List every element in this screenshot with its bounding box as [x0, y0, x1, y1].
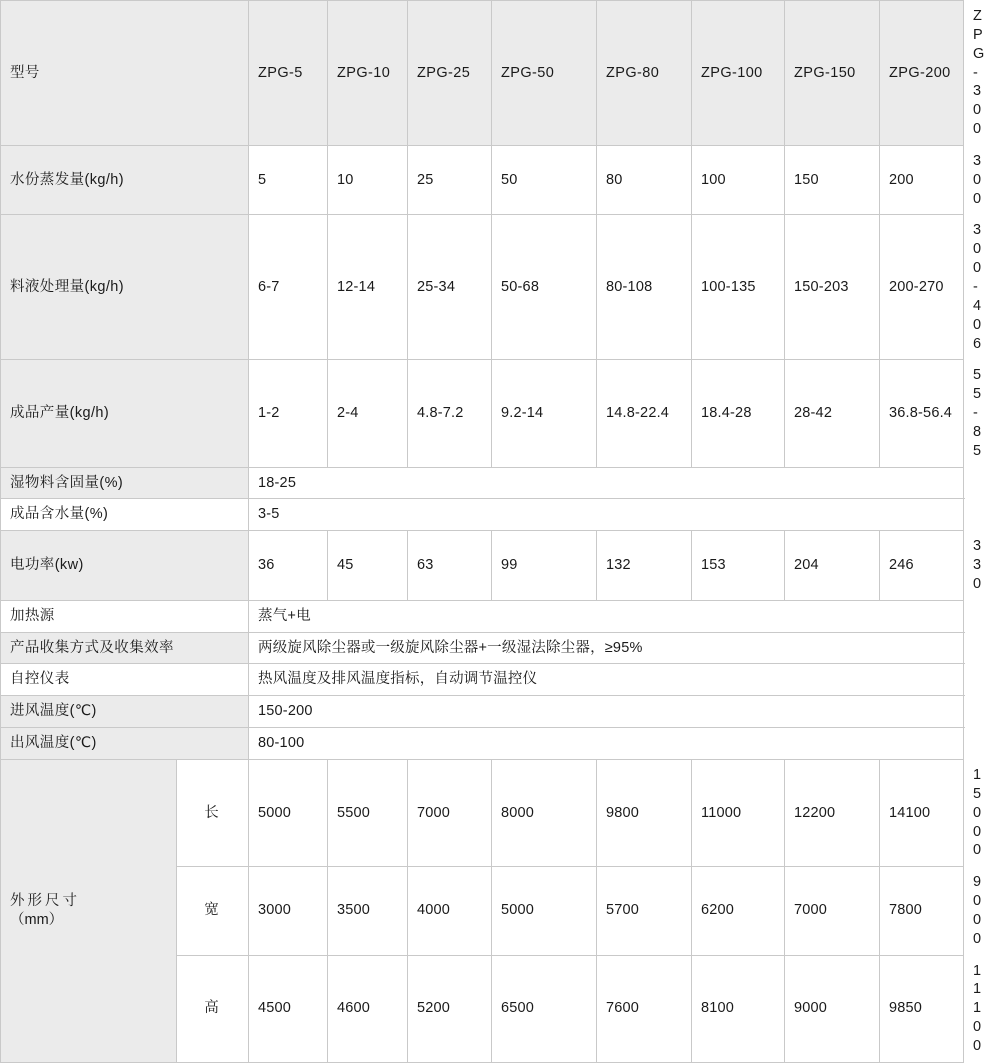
data-cell: 9800 — [597, 760, 692, 867]
table-row — [1, 600, 964, 632]
table-row — [1, 632, 964, 664]
table-row: 电功率(kw) 36 45 63 99 132 153 204 246 330 — [1, 531, 964, 601]
data-cell: 100 — [692, 145, 785, 215]
data-cell: 63 — [408, 531, 492, 601]
data-cell: 9.2-14 — [492, 360, 597, 467]
model-header-cell: ZPG-10 — [328, 1, 408, 146]
data-cell: 28-42 — [785, 360, 880, 467]
row-header-label: 自控仪表 — [1, 664, 249, 696]
row-span-value: 80-100 — [249, 728, 964, 760]
model-header-cell: ZPG-50 — [492, 1, 597, 146]
model-header-cell: ZPG-150 — [785, 1, 880, 146]
model-header-cell: ZPG-100 — [692, 1, 785, 146]
dimension-sub-label: 长 — [177, 760, 249, 867]
data-cell: 14.8-22.4 — [597, 360, 692, 467]
model-header-cell: ZPG-200 — [880, 1, 964, 146]
table-row: 型号 ZPG-5 ZPG-10 ZPG-25 ZPG-50 ZPG-80 ZPG-100 ZPG-150 ZPG-200 ZPG-300 — [1, 1, 964, 146]
data-cell: 5000 — [249, 760, 328, 867]
data-cell: 36.8-56.4 — [880, 360, 964, 467]
data-cell: 7000 — [408, 760, 492, 867]
dimensions-unit-text: （mm） — [10, 911, 64, 928]
table-row: 外形尺寸 （mm） 长 5000 5500 7000 8000 9800 11000 12200 14100 15000 — [1, 760, 964, 867]
row-header-label: 料液处理量(kg/h) — [1, 215, 249, 360]
data-cell: 11000 — [692, 760, 785, 867]
data-cell: 45 — [328, 531, 408, 601]
data-cell: 132 — [597, 531, 692, 601]
data-cell: 7600 — [597, 955, 692, 1062]
data-cell: 5700 — [597, 867, 692, 955]
row-header-label: 湿物料含固量(%) — [1, 467, 249, 499]
data-cell: 2-4 — [328, 360, 408, 467]
data-cell: 3500 — [328, 867, 408, 955]
data-cell: 6200 — [692, 867, 785, 955]
data-cell: 6-7 — [249, 215, 328, 360]
row-header-label: 进风温度(℃) — [1, 696, 249, 728]
dimension-sub-label: 宽 — [177, 867, 249, 955]
data-cell: 5000 — [492, 867, 597, 955]
data-cell: 4.8-7.2 — [408, 360, 492, 467]
data-cell: 8000 — [492, 760, 597, 867]
data-cell: 200 — [880, 145, 964, 215]
model-header-cell: ZPG-5 — [249, 1, 328, 146]
data-cell: 1-2 — [249, 360, 328, 467]
table-row — [1, 728, 964, 760]
row-span-value: 两级旋风除尘器或一级旋风除尘器+一级湿法除尘器，≥95% — [249, 632, 964, 664]
table-row: 成品产量(kg/h) 1-2 2-4 4.8-7.2 9.2-14 14.8-22.4 18.4-28 28-42 36.8-56.4 55-85 — [1, 360, 964, 467]
data-cell: 14100 — [880, 760, 964, 867]
data-cell: 7800 — [880, 867, 964, 955]
data-cell: 4600 — [328, 955, 408, 1062]
row-header-label: 电功率(kw) — [1, 531, 249, 601]
data-cell: 4000 — [408, 867, 492, 955]
table-row: 料液处理量(kg/h) 6-7 12-14 25-34 50-68 80-108 100-135 150-203 200-270 300-406 — [1, 215, 964, 360]
data-cell: 153 — [692, 531, 785, 601]
table-row: 水份蒸发量(kg/h) 5 10 25 50 80 100 150 200 300 — [1, 145, 964, 215]
data-cell: 3000 — [249, 867, 328, 955]
model-header-cell: ZPG-25 — [408, 1, 492, 146]
table-row — [1, 467, 964, 499]
data-cell: 5200 — [408, 955, 492, 1062]
data-cell: 9850 — [880, 955, 964, 1062]
data-cell: 100-135 — [692, 215, 785, 360]
data-cell: 25 — [408, 145, 492, 215]
data-cell: 18.4-28 — [692, 360, 785, 467]
data-cell: 25-34 — [408, 215, 492, 360]
data-cell: 150-203 — [785, 215, 880, 360]
row-span-value: 3-5 — [249, 499, 964, 531]
row-header-label: 型号 — [1, 1, 249, 146]
table-row: 宽 3000 3500 4000 5000 5700 6200 7000 7800 9000 — [1, 867, 964, 955]
data-cell: 10 — [328, 145, 408, 215]
row-span-value: 18-25 — [249, 467, 964, 499]
row-header-label: 成品含水量(%) — [1, 499, 249, 531]
data-cell: 36 — [249, 531, 328, 601]
row-header-label: 成品产量(kg/h) — [1, 360, 249, 467]
data-cell: 12-14 — [328, 215, 408, 360]
data-cell: 80-108 — [597, 215, 692, 360]
data-cell: 8100 — [692, 955, 785, 1062]
row-header-label: 水份蒸发量(kg/h) — [1, 145, 249, 215]
data-cell: 4500 — [249, 955, 328, 1062]
data-cell: 99 — [492, 531, 597, 601]
data-cell: 50-68 — [492, 215, 597, 360]
dimensions-label — [1, 760, 177, 1063]
row-span-value: 热风温度及排风温度指标，自动调节温控仪 — [249, 664, 964, 696]
model-header-cell: ZPG-80 — [597, 1, 692, 146]
row-header-label: 出风温度(℃) — [1, 728, 249, 760]
row-header-label: 加热源 — [1, 600, 249, 632]
data-cell: 50 — [492, 145, 597, 215]
data-cell: 80 — [597, 145, 692, 215]
data-cell: 9000 — [785, 955, 880, 1062]
table-row — [1, 696, 964, 728]
data-cell: 246 — [880, 531, 964, 601]
data-cell: 204 — [785, 531, 880, 601]
data-cell: 150 — [785, 145, 880, 215]
data-cell: 5 — [249, 145, 328, 215]
data-cell: 6500 — [492, 955, 597, 1062]
table-body — [1, 1, 985, 1063]
row-span-value: 150-200 — [249, 696, 964, 728]
row-header-label: 产品收集方式及收集效率 — [1, 632, 249, 664]
row-span-value: 蒸气+电 — [249, 600, 964, 632]
data-cell: 200-270 — [880, 215, 964, 360]
table-row — [1, 499, 964, 531]
data-cell: 7000 — [785, 867, 880, 955]
data-cell: 12200 — [785, 760, 880, 867]
dimension-sub-label: 高 — [177, 955, 249, 1062]
table-row — [1, 664, 964, 696]
data-cell: 5500 — [328, 760, 408, 867]
table-row: 高 4500 4600 5200 6500 7600 8100 9000 9850 11100 — [1, 955, 964, 1062]
dimensions-label-text: 外形尺寸 — [10, 893, 80, 910]
